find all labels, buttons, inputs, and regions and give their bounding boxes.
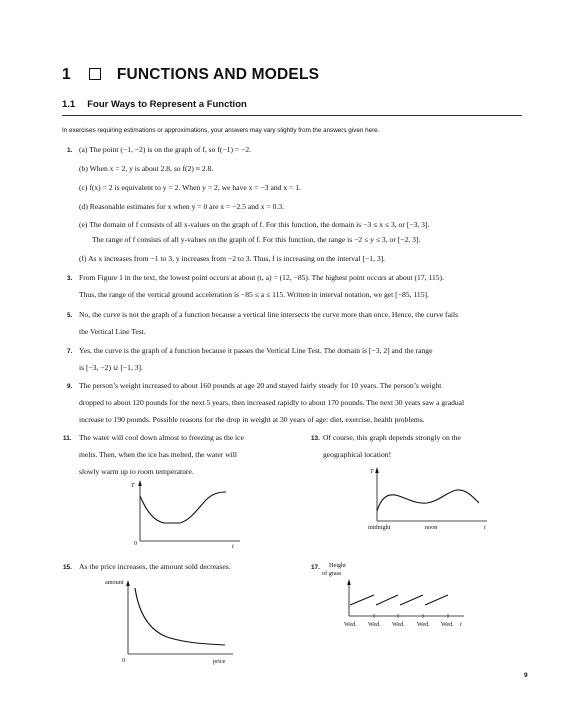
exercise-9-line: The person’s weight increased to about 160 pounds at age 20 and stayed fairly steady for 10 years. The person’s weight: [79, 381, 442, 390]
graph-17-grass-height: [320, 560, 480, 632]
temperature-curve: [140, 492, 226, 523]
y-axis-arrow: [138, 480, 142, 486]
y-axis-label: of grass: [322, 570, 342, 577]
section-number: 1.1: [62, 99, 76, 110]
intro-text: In exercises requiring estimations or approximations, your answers may vary slightly from the answers given here.: [62, 127, 380, 134]
section-divider: [62, 115, 522, 116]
x-axis-label: t: [484, 524, 486, 531]
exercise-1e-range: The range of f consists of all y-values on the graph of f. For this function, the range is −2 ≤ y ≤ 3, or [−2, 3].: [92, 235, 421, 244]
exercise-11-line: The water will cool down almost to freezing as the ice: [79, 433, 244, 442]
exercise-1d: (d) Reasonable estimates for x when y = 0 are x = −2.5 and x = 0.3.: [79, 202, 285, 211]
y-axis-arrow: [347, 579, 351, 585]
x-axis-label: price: [213, 658, 226, 665]
exercise-3-line: From Figure 1 in the text, the lowest point occurs at about (t, a) = (12, −85). The highest point occurs at about (17, 115).: [79, 273, 444, 282]
demand-curve: [135, 588, 225, 645]
chapter-number: 1: [62, 66, 71, 83]
growth-segment: [350, 595, 374, 605]
temperature-curve: [377, 490, 479, 511]
exercise-1b: (b) When x = 2, y is about 2.8, so f(2) ≈ 2.8.: [79, 164, 214, 173]
section-title: Four Ways to Represent a Function: [87, 99, 247, 110]
exercise-13-line: geographical location!: [323, 450, 392, 459]
graph-15-demand-curve: [100, 574, 240, 666]
x-tick-label: Wed.: [441, 621, 454, 628]
y-axis-label: T: [131, 482, 135, 489]
x-tick-noon: noon: [425, 524, 438, 531]
chapter-heading: [62, 66, 319, 84]
exercise-number: 15.: [63, 564, 72, 571]
section-heading: [62, 99, 247, 110]
exercise-13-line: Of course, this graph depends strongly on the: [323, 433, 461, 442]
y-axis-label: T: [370, 468, 374, 475]
x-tick-label: Wed.: [392, 621, 405, 628]
exercise-number: 1.: [67, 147, 73, 154]
exercise-3-line: Thus, the range of the vertical ground acceleration is −85 ≤ a ≤ 115. Written in interval notation, we get [−85, 115].: [79, 290, 429, 299]
y-axis-label: amount: [105, 579, 124, 586]
y-axis-arrow: [126, 580, 130, 586]
exercise-9-line: increase to 190 pounds. Possible reasons for the drop in weight at 30 years of age: diet, exercise, health problems.: [79, 415, 425, 424]
origin-label: 0: [122, 657, 126, 664]
exercise-11-line: slowly warm up to room temperature.: [79, 467, 194, 476]
exercise-1f: (f) As x increases from −1 to 3, y increases from −2 to 3. Thus, f is increasing on the interval [−1, 3].: [79, 254, 386, 263]
exercise-number: 17.: [311, 564, 320, 571]
origin-label: 0: [134, 540, 138, 547]
exercise-number: 11.: [63, 435, 72, 442]
growth-segment: [425, 595, 448, 605]
x-tick-label: Wed.: [344, 621, 357, 628]
x-tick-label: Wed.: [368, 621, 381, 628]
page-number: 9: [524, 672, 528, 679]
exercise-number: 13.: [311, 435, 320, 442]
growth-segment: [400, 595, 423, 605]
y-axis-arrow: [375, 467, 379, 473]
exercise-5-line: No, the curve is not the graph of a function because a vertical line intersects the curve more than once. Hence, the curve fails: [79, 310, 459, 319]
exercise-1a: (a) The point (−1, −2) is on the graph of f, so f(−1) = −2.: [79, 145, 252, 154]
exercise-15-line: As the price increases, the amount sold decreases.: [79, 562, 231, 571]
x-axis-label: t: [232, 543, 234, 550]
x-axis-label: t: [460, 621, 462, 628]
exercise-5-line: the Vertical Line Test.: [79, 327, 146, 336]
exercise-7-line: is [−3, −2) ∪ [−1, 3].: [79, 363, 143, 372]
square-icon: [89, 68, 101, 80]
exercise-9-line: dropped to about 120 pounds for the next 5 years, then increased rapidly to about 170 pounds. The next 30 years saw a gradual: [79, 398, 465, 407]
exercise-number: 9.: [67, 383, 73, 390]
exercise-11-line: melts. Then, when the ice has melted, the water will: [79, 450, 238, 459]
exercise-7-line: Yes, the curve is the graph of a function because it passes the Vertical Line Test. The domain is [−3, 2] and the range: [79, 346, 433, 355]
x-tick-label: Wed.: [417, 621, 430, 628]
exercise-1e: (e) The domain of f consists of all x-values on the graph of f. For this function, the domain is −3 ≤ x ≤ 3, or [−3, 3].: [79, 220, 430, 229]
graph-13-daily-temperature: [365, 465, 495, 537]
chapter-title: FUNCTIONS AND MODELS: [116, 66, 320, 83]
x-tick-midnight: midnight: [368, 524, 391, 531]
exercise-1c: (c) f(x) = 2 is equivalent to y = 2. When y = 2, we have x = −3 and x = 1.: [79, 183, 301, 192]
graph-11-water-temperature: [120, 478, 250, 550]
growth-segment: [376, 595, 398, 605]
exercise-number: 7.: [67, 348, 73, 355]
exercise-number: 5.: [67, 312, 73, 319]
y-axis-label: Height: [329, 562, 346, 569]
exercise-number: 3.: [67, 275, 73, 282]
